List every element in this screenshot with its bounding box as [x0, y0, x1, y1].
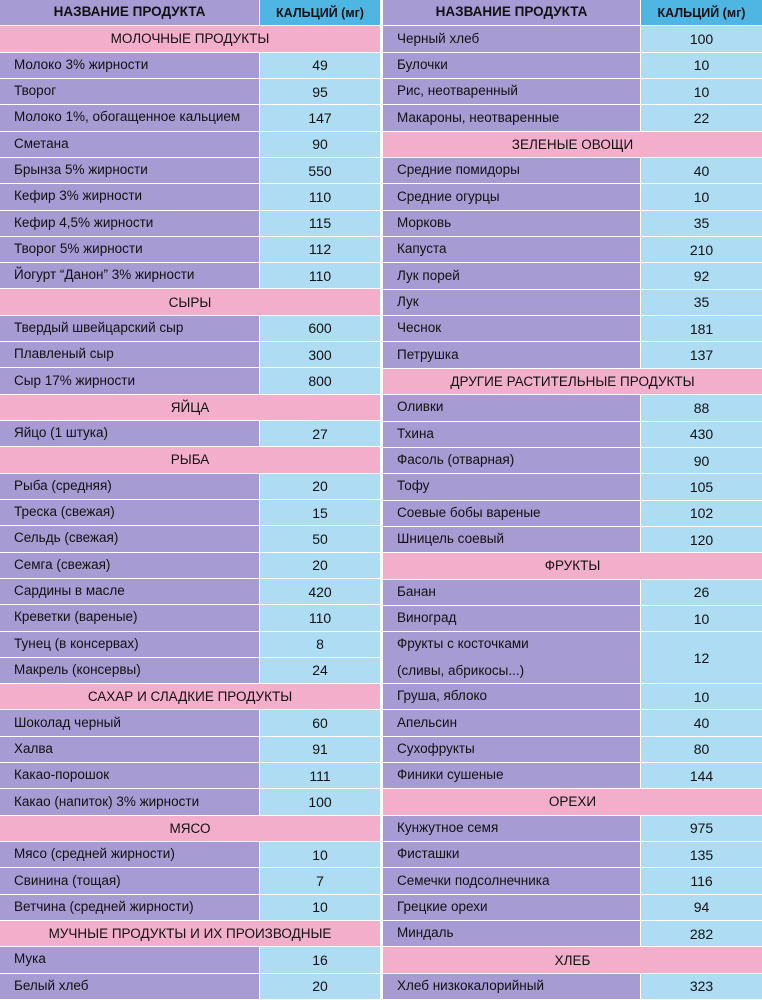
calcium-value: 600	[259, 316, 380, 341]
table-row	[383, 974, 762, 1000]
calcium-value: 94	[640, 895, 762, 920]
table-row	[383, 105, 762, 131]
calcium-value: 80	[640, 737, 762, 762]
product-name: Сардины в масле	[0, 579, 259, 604]
category-row: МОЛОЧНЫЕ ПРОДУКТЫ	[0, 26, 380, 52]
table-row	[383, 184, 762, 210]
calcium-value: 210	[640, 237, 762, 262]
calcium-value: 40	[640, 710, 762, 735]
table-row	[383, 921, 762, 947]
table-row	[383, 263, 762, 289]
table-row	[383, 53, 762, 79]
calcium-value: 144	[640, 763, 762, 788]
calcium-value: 90	[640, 448, 762, 473]
product-name: Морковь	[383, 211, 640, 236]
calcium-value: 102	[640, 501, 762, 526]
table-header-row	[383, 0, 762, 26]
product-name: Тофу	[383, 474, 640, 499]
product-name: Творог 5% жирности	[0, 237, 259, 262]
table-row	[0, 605, 380, 631]
product-name: Шницель соевый	[383, 527, 640, 552]
product-name-line: Фрукты с косточками	[397, 635, 529, 651]
table-row	[0, 632, 380, 658]
table-row	[383, 448, 762, 474]
table-row	[383, 237, 762, 263]
product-name: Виноград	[383, 606, 640, 631]
calcium-value: 110	[259, 184, 380, 209]
category-row: ЯЙЦА	[0, 395, 380, 421]
table-row	[0, 132, 380, 158]
product-name: Мясо (средней жирности)	[0, 842, 259, 867]
product-name: Сельдь (свежая)	[0, 526, 259, 551]
product-name: Лук порей	[383, 263, 640, 288]
product-name: Шоколад черный	[0, 710, 259, 735]
table-row	[383, 26, 762, 52]
table-row	[383, 710, 762, 736]
table-row	[0, 789, 380, 815]
product-name-line: (сливы, абрикосы...)	[397, 662, 525, 678]
product-name: Тхина	[383, 422, 640, 447]
product-name	[383, 632, 640, 683]
table-row	[383, 79, 762, 105]
category-row: РЫБА	[0, 447, 380, 473]
product-name: Рыба (средняя)	[0, 474, 259, 499]
calcium-value: 20	[259, 553, 380, 578]
product-name: Брынза 5% жирности	[0, 158, 259, 183]
product-name: Сметана	[0, 132, 259, 157]
product-name: Сыр 17% жирности	[0, 368, 259, 393]
calcium-value: 10	[640, 53, 762, 78]
product-name: Оливки	[383, 395, 640, 420]
table-row	[383, 158, 762, 184]
calcium-value: 16	[259, 947, 380, 972]
table-row	[0, 658, 380, 684]
left-column	[0, 0, 380, 1000]
product-name: Капуста	[383, 237, 640, 262]
calcium-value: 26	[640, 580, 762, 605]
product-name: Средние огурцы	[383, 184, 640, 209]
calcium-value: 92	[640, 263, 762, 288]
table-row	[383, 395, 762, 421]
table-row	[0, 79, 380, 105]
table-row	[383, 501, 762, 527]
category-row: МЯСО	[0, 816, 380, 842]
product-name: Семечки подсолнечника	[383, 868, 640, 893]
product-name: Треска (свежая)	[0, 500, 259, 525]
table-row	[383, 211, 762, 237]
product-name: Кефир 3% жирности	[0, 184, 259, 209]
category-row: ХЛЕБ	[383, 947, 762, 973]
calcium-value: 300	[259, 342, 380, 367]
table-row	[383, 474, 762, 500]
calcium-value: 20	[259, 474, 380, 499]
calcium-value: 116	[640, 868, 762, 893]
calcium-value: 10	[640, 684, 762, 709]
product-name: Творог	[0, 79, 259, 104]
header-product-name: НАЗВАНИЕ ПРОДУКТА	[383, 0, 640, 25]
table-row	[383, 422, 762, 448]
table-row	[383, 580, 762, 606]
calcium-value: 8	[259, 632, 380, 657]
calcium-value: 430	[640, 422, 762, 447]
calcium-value: 22	[640, 105, 762, 130]
table-row	[0, 237, 380, 263]
table-row	[0, 526, 380, 552]
product-name: Фасоль (отварная)	[383, 448, 640, 473]
product-name: Семга (свежая)	[0, 553, 259, 578]
calcium-value: 282	[640, 921, 762, 946]
product-name: Фисташки	[383, 842, 640, 867]
calcium-value: 10	[259, 895, 380, 920]
table-row	[0, 710, 380, 736]
calcium-value: 100	[259, 789, 380, 814]
calcium-value: 35	[640, 211, 762, 236]
table-row	[0, 53, 380, 79]
calcium-value: 120	[640, 527, 762, 552]
product-name: Халва	[0, 737, 259, 762]
calcium-value: 24	[259, 658, 380, 683]
category-row: САХАР И СЛАДКИЕ ПРОДУКТЫ	[0, 684, 380, 710]
calcium-value: 35	[640, 290, 762, 315]
table-row	[0, 184, 380, 210]
table-row	[0, 263, 380, 289]
table-row	[0, 342, 380, 368]
calcium-value: 137	[640, 342, 762, 367]
table-row	[0, 763, 380, 789]
product-name: Йогурт “Данон” 3% жирности	[0, 263, 259, 288]
calcium-value: 88	[640, 395, 762, 420]
table-row	[0, 947, 380, 973]
calcium-value: 800	[259, 368, 380, 393]
calcium-value: 10	[259, 842, 380, 867]
calcium-value: 10	[640, 606, 762, 631]
calcium-value: 10	[640, 184, 762, 209]
right-column	[383, 0, 762, 1000]
table-row	[383, 737, 762, 763]
table-row	[0, 211, 380, 237]
calcium-value: 49	[259, 53, 380, 78]
calcium-value: 20	[259, 974, 380, 999]
calcium-value: 323	[640, 974, 762, 999]
calcium-value: 181	[640, 316, 762, 341]
header-calcium: КАЛЬЦИЙ (мг)	[259, 0, 380, 25]
calcium-value: 100	[640, 26, 762, 51]
product-name: Твердый швейцарский сыр	[0, 316, 259, 341]
product-name: Сухофрукты	[383, 737, 640, 762]
calcium-value: 420	[259, 579, 380, 604]
table-row	[0, 974, 380, 1000]
table-row	[383, 632, 762, 684]
table-row	[0, 868, 380, 894]
product-name: Макароны, неотваренные	[383, 105, 640, 130]
product-name: Белый хлеб	[0, 974, 259, 999]
product-name: Креветки (вареные)	[0, 605, 259, 630]
product-name: Черный хлеб	[383, 26, 640, 51]
calcium-value: 975	[640, 816, 762, 841]
product-name: Рис, неотваренный	[383, 79, 640, 104]
product-name: Кефир 4,5% жирности	[0, 211, 259, 236]
table-row	[383, 816, 762, 842]
calcium-value: 50	[259, 526, 380, 551]
category-row: ДРУГИЕ РАСТИТЕЛЬНЫЕ ПРОДУКТЫ	[383, 369, 762, 395]
product-name: Апельсин	[383, 710, 640, 735]
product-name: Банан	[383, 580, 640, 605]
product-name: Соевые бобы вареные	[383, 501, 640, 526]
calcium-value: 135	[640, 842, 762, 867]
table-row	[0, 105, 380, 131]
header-product-name: НАЗВАНИЕ ПРОДУКТА	[0, 0, 259, 25]
table-row	[0, 895, 380, 921]
table-row	[0, 737, 380, 763]
calcium-value: 110	[259, 263, 380, 288]
calcium-value: 40	[640, 158, 762, 183]
product-name: Молоко 3% жирности	[0, 53, 259, 78]
table-header-row	[0, 0, 380, 26]
header-calcium: КАЛЬЦИЙ (мг)	[640, 0, 762, 25]
calcium-value: 90	[259, 132, 380, 157]
product-name: Яйцо (1 штука)	[0, 421, 259, 446]
table-row	[383, 868, 762, 894]
calcium-value: 112	[259, 237, 380, 262]
category-row: СЫРЫ	[0, 289, 380, 315]
product-name: Кунжутное семя	[383, 816, 640, 841]
table-row	[383, 527, 762, 553]
product-name: Молоко 1%, обогащенное кальцием	[0, 105, 259, 130]
table-row	[0, 842, 380, 868]
product-name: Чеснок	[383, 316, 640, 341]
table-row	[0, 579, 380, 605]
product-name: Плавленый сыр	[0, 342, 259, 367]
table-row	[383, 316, 762, 342]
table-row	[0, 368, 380, 394]
product-name: Ветчина (средней жирности)	[0, 895, 259, 920]
product-name: Средние помидоры	[383, 158, 640, 183]
product-name: Какао (напиток) 3% жирности	[0, 789, 259, 814]
product-name: Петрушка	[383, 342, 640, 367]
table-row	[383, 342, 762, 368]
product-name: Груша, яблоко	[383, 684, 640, 709]
calcium-value: 60	[259, 710, 380, 735]
calcium-value: 550	[259, 158, 380, 183]
product-name: Грецкие орехи	[383, 895, 640, 920]
product-name: Какао-порошок	[0, 763, 259, 788]
table-row	[0, 421, 380, 447]
table-row	[383, 290, 762, 316]
table-row	[0, 474, 380, 500]
calcium-value: 115	[259, 211, 380, 236]
calcium-value: 7	[259, 868, 380, 893]
product-name: Свинина (тощая)	[0, 868, 259, 893]
table-row	[383, 895, 762, 921]
calcium-value: 147	[259, 105, 380, 130]
table-row	[383, 684, 762, 710]
table-row	[0, 158, 380, 184]
category-row: ФРУКТЫ	[383, 553, 762, 579]
table-row	[0, 500, 380, 526]
calcium-value: 91	[259, 737, 380, 762]
table-row	[383, 842, 762, 868]
category-row: МУЧНЫЕ ПРОДУКТЫ И ИХ ПРОИЗВОДНЫЕ	[0, 921, 380, 947]
category-row: ОРЕХИ	[383, 789, 762, 815]
calcium-value: 110	[259, 605, 380, 630]
calcium-value: 111	[259, 763, 380, 788]
product-name: Миндаль	[383, 921, 640, 946]
product-name: Макрель (консервы)	[0, 658, 259, 683]
product-name: Тунец (в консервах)	[0, 632, 259, 657]
table-row	[383, 606, 762, 632]
calcium-value: 105	[640, 474, 762, 499]
product-name: Хлеб низкокалорийный	[383, 974, 640, 999]
table-row	[0, 316, 380, 342]
calcium-value: 95	[259, 79, 380, 104]
calcium-value: 15	[259, 500, 380, 525]
product-name: Мука	[0, 947, 259, 972]
product-name: Булочки	[383, 53, 640, 78]
calcium-value: 12	[640, 632, 762, 683]
product-name: Лук	[383, 290, 640, 315]
table-row	[0, 553, 380, 579]
table-row	[383, 763, 762, 789]
product-name: Финики сушеные	[383, 763, 640, 788]
calcium-value: 10	[640, 79, 762, 104]
calcium-value: 27	[259, 421, 380, 446]
category-row: ЗЕЛЕНЫЕ ОВОЩИ	[383, 132, 762, 158]
